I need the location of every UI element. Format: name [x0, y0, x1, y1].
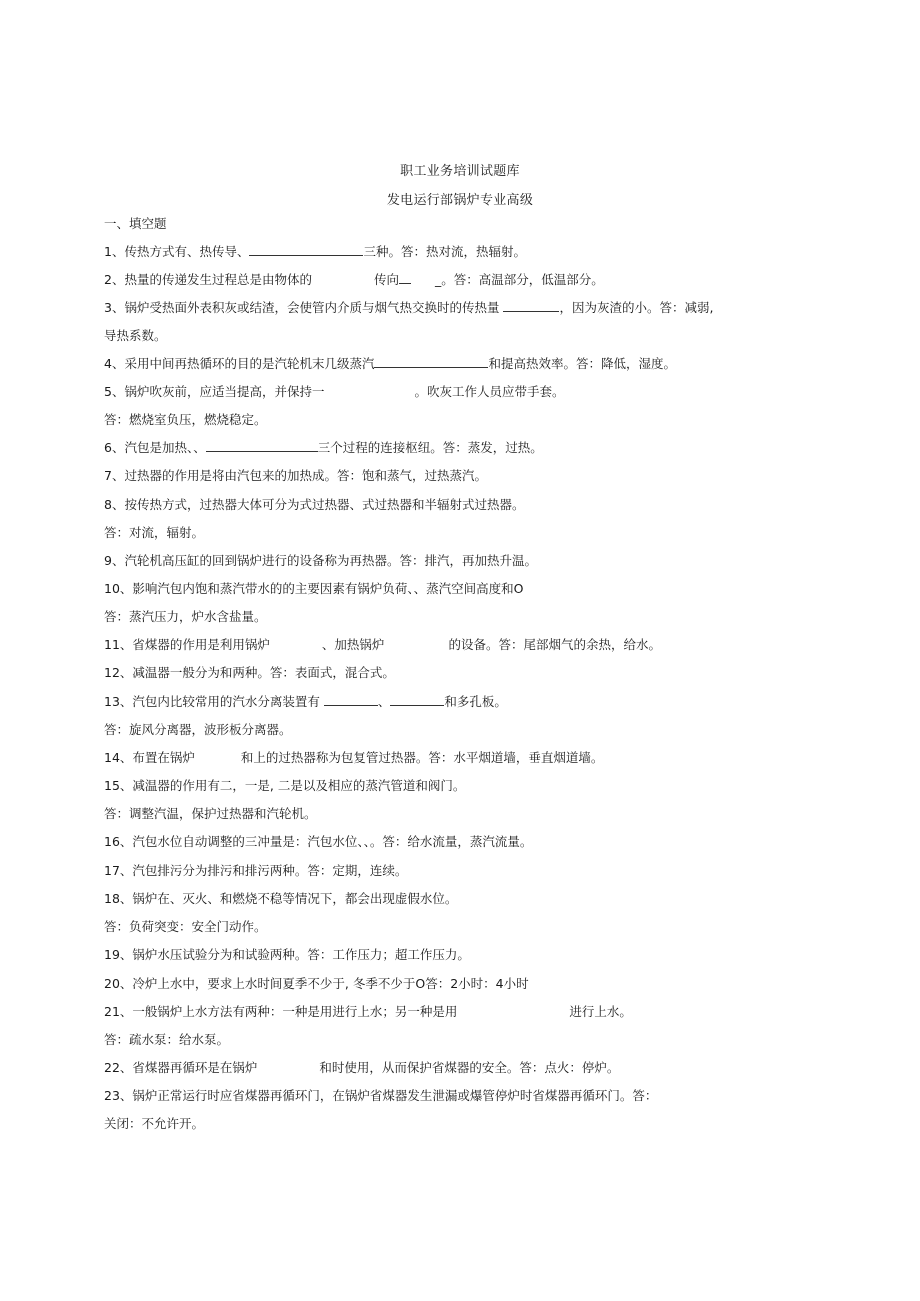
question-text: 5、锅炉吹灰前，应适当提高，并保持一: [104, 384, 325, 399]
question-22: [104, 1060, 794, 1076]
answer-blank: [249, 244, 363, 256]
answer-blank: [399, 272, 411, 284]
question-text: 2、热量的传递发生过程总是由物体的: [104, 272, 312, 287]
question-text: 和时使用，从而保护省煤器的安全。答：点火：停炉。: [319, 1060, 620, 1075]
question-14: [104, 750, 794, 766]
question-8: 8、按传热方式，过热器大体可分为式过热器、式过热器和半辐射式过热器。: [104, 497, 525, 512]
answer-blank: [324, 694, 378, 706]
question-18-answer: 答：负荷突变：安全门动作。: [104, 919, 267, 934]
answer-blank: [503, 300, 559, 312]
question-15-answer: 答：调整汽温，保护过热器和汽轮机。: [104, 806, 317, 821]
question-3-continued: 导热系数。: [104, 328, 167, 343]
question-text: 三个过程的连接枢纽。答：蒸发，过热。: [317, 440, 543, 455]
question-6: [104, 440, 794, 456]
question-text: 进行上水。: [569, 1004, 632, 1019]
answer-blank: [374, 356, 488, 368]
question-10-answer: 答：蒸汽压力，炉水含盐量。: [104, 609, 267, 624]
question-text: _。答：高温部分，低温部分。: [434, 272, 604, 287]
question-text: 13、汽包内比较常用的汽水分离装置有: [104, 694, 320, 709]
question-23: 23、锅炉正常运行时应省煤器再循环门，在锅炉省煤器发生泄漏或爆管停炉时省煤器再循环门。答：: [104, 1088, 658, 1103]
question-18: 18、锅炉在、灭火、和燃烧不稳等情况下，都会出现虚假水位。: [104, 891, 458, 906]
question-text: 3、锅炉受热面外表积灰或结渣，会使管内介质与烟气热交换时的传热量: [104, 300, 500, 315]
question-7: 7、过热器的作用是将由汽包来的加热成。答：饱和蒸气，过热蒸汽。: [104, 468, 487, 483]
question-21: [104, 1004, 794, 1020]
question-10: 10、影响汽包内饱和蒸汽带水的的主要因素有锅炉负荷、、蒸汽空间高度和O: [104, 581, 524, 596]
question-text: 6、汽包是加热、、: [104, 440, 206, 455]
question-text: 22、省煤器再循环是在锅炉: [104, 1060, 258, 1075]
question-text: 、加热锅炉: [321, 637, 385, 652]
question-text: 的设备。答：尾部烟气的余热，给水。: [448, 637, 661, 652]
question-19: 19、锅炉水压试验分为和试验两种。答：工作压力；超工作压力。: [104, 947, 470, 962]
question-text: 1、传热方式有、热传导、: [104, 244, 250, 259]
question-text: 和上的过热器称为包复管过热器。答：水平烟道墙，垂直烟道墙。: [240, 750, 604, 765]
answer-blank: [390, 694, 444, 706]
question-2: [104, 272, 794, 288]
question-text: 11、省煤器的作用是利用锅炉: [104, 637, 270, 652]
question-4: [104, 356, 794, 372]
question-text: 21、一般锅炉上水方法有两种：一种是用进行上水；另一种是用: [104, 1004, 458, 1019]
question-17: 17、汽包排污分为排污和排污两种。答：定期，连续。: [104, 863, 408, 878]
question-15: 15、减温器的作用有二，一是, 二是以及相应的蒸汽管道和阀门。: [104, 778, 466, 793]
question-9: 9、汽轮机高压缸的回到锅炉进行的设备称为再热器。答：排汽，再加热升温。: [104, 553, 537, 568]
question-text: 。吹灰工作人员应带手套。: [414, 384, 565, 399]
question-12: 12、减温器一般分为和两种。答：表面式，混合式。: [104, 665, 395, 680]
question-text: 、: [377, 694, 391, 709]
question-13: [104, 694, 794, 710]
question-text: 三种。答：热对流，热辐射。: [363, 244, 526, 259]
question-5: [104, 384, 794, 400]
question-text: 和提高热效率。答：降低，湿度。: [488, 356, 676, 371]
question-11: [104, 637, 794, 653]
question-8-answer: 答：对流，辐射。: [104, 525, 205, 540]
question-1: [104, 244, 794, 260]
answer-blank: [206, 440, 318, 452]
question-text: ，因为灰渣的小。答：减弱,: [559, 300, 714, 315]
section-heading: 一、填空题: [104, 216, 167, 231]
question-13-answer: 答：旋风分离器，波形板分离器。: [104, 722, 292, 737]
question-text: 14、布置在锅炉: [104, 750, 195, 765]
document-subtitle: 发电运行部锅炉专业高级: [386, 193, 534, 208]
question-text: 和多孔板。: [444, 694, 507, 709]
question-5-answer: 答：燃烧室负压，燃烧稳定。: [104, 412, 267, 427]
question-3: [104, 300, 794, 316]
question-20: 20、冷炉上水中，要求上水时间夏季不少于, 冬季不少于O答：2小时：4小时: [104, 976, 529, 991]
question-21-answer: 答：疏水泵：给水泵。: [104, 1032, 230, 1047]
question-text: 4、采用中间再热循环的目的是汽轮机末几级蒸汽: [104, 356, 375, 371]
document-title: 职工业务培训试题库: [400, 164, 520, 179]
question-23-answer: 关闭：不允许开。: [104, 1116, 205, 1131]
question-text: 传向: [373, 272, 399, 287]
question-16: 16、汽包水位自动调整的三冲量是：汽包水位、、。答：给水流量，蒸汽流量。: [104, 834, 533, 849]
